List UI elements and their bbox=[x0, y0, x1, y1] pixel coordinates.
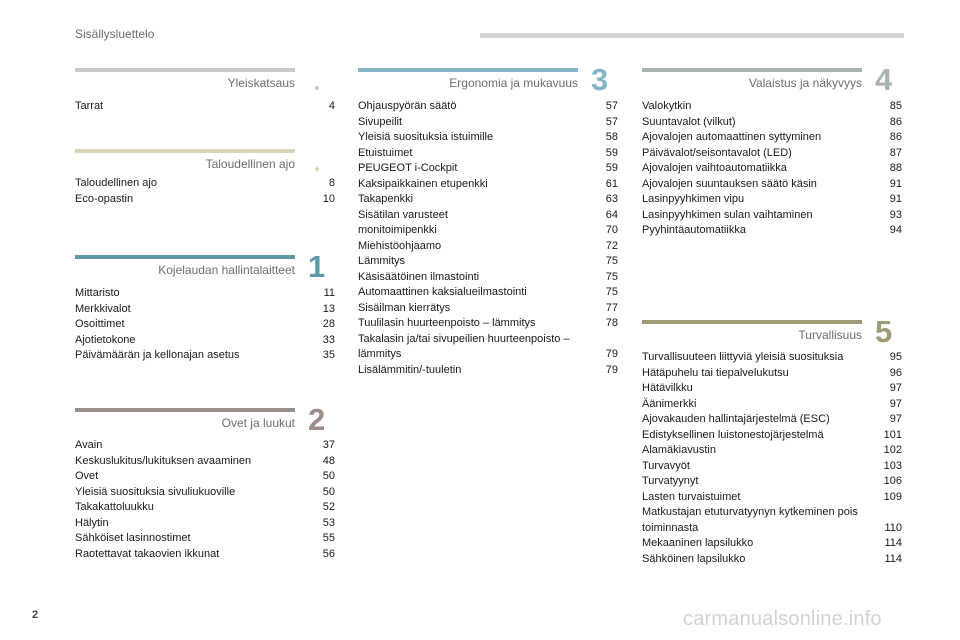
toc-entry-title: Turvatyynyt bbox=[642, 475, 699, 487]
toc-entry-title: Sisätilan varusteet bbox=[358, 208, 448, 221]
toc-entry[interactable] bbox=[358, 130, 618, 146]
toc-entry[interactable] bbox=[358, 161, 618, 177]
toc-entry-page: 94 bbox=[889, 224, 902, 236]
section-number: 5 bbox=[875, 314, 893, 349]
toc-entry[interactable] bbox=[642, 490, 902, 506]
toc-list bbox=[642, 99, 902, 239]
section-bar bbox=[75, 255, 295, 259]
toc-entry-page: 61 bbox=[605, 177, 618, 190]
toc-entry-title: Avain bbox=[75, 439, 103, 451]
toc-entry[interactable] bbox=[75, 531, 335, 547]
toc-entry[interactable] bbox=[75, 516, 335, 532]
toc-entry-page: 97 bbox=[889, 397, 902, 410]
toc-entry-page: 96 bbox=[889, 366, 902, 379]
toc-entry-page: 110 bbox=[884, 521, 902, 534]
toc-entry-title: Takalasin ja/tai sivupeilien huurteenpoisto – lämmitys bbox=[358, 332, 570, 360]
toc-entry-title: Lasinpyyhkimen vipu bbox=[642, 193, 745, 205]
toc-entry-page: 101 bbox=[883, 428, 902, 441]
toc-entry[interactable] bbox=[642, 397, 902, 413]
toc-entry-page: 93 bbox=[889, 208, 902, 221]
toc-entry-page: 56 bbox=[322, 547, 335, 560]
toc-entry-title: Päivämäärän ja kellonajan asetus bbox=[75, 349, 240, 361]
section-title: Yleiskatsaus bbox=[227, 76, 295, 90]
toc-entry-page: 75 bbox=[605, 270, 618, 283]
toc-entry-page: 50 bbox=[322, 485, 335, 498]
toc-entry-page: 13 bbox=[322, 302, 335, 315]
toc-entry[interactable] bbox=[75, 438, 335, 454]
toc-entry-page: 52 bbox=[322, 501, 335, 513]
toc-entry-page: 57 bbox=[605, 115, 618, 128]
section-ergonomia bbox=[358, 62, 618, 376]
toc-entry-title: Turvavyöt bbox=[642, 459, 690, 472]
section-bar bbox=[642, 68, 862, 72]
section-valaistus bbox=[642, 62, 902, 236]
toc-entry-page: 10 bbox=[322, 192, 335, 205]
toc-entry-page: 72 bbox=[605, 239, 618, 252]
toc-entry-title: Lasten turvaistuimet bbox=[642, 490, 741, 503]
section-bar bbox=[358, 68, 578, 72]
toc-entry-page: 11 bbox=[323, 287, 335, 299]
section-title: Ovet ja luukut bbox=[221, 416, 295, 430]
toc-entry-title: Suuntavalot (vilkut) bbox=[642, 115, 736, 128]
toc-entry[interactable] bbox=[642, 412, 902, 428]
toc-entry-title: Ajovalojen suuntauksen säätö käsin bbox=[642, 177, 817, 190]
toc-entry[interactable] bbox=[642, 381, 902, 397]
toc-entry[interactable] bbox=[642, 428, 902, 444]
toc-entry[interactable] bbox=[642, 208, 902, 224]
toc-entry[interactable] bbox=[642, 366, 902, 382]
toc-entry[interactable] bbox=[642, 146, 902, 162]
toc-entry-page: 4 bbox=[328, 100, 335, 112]
toc-entry[interactable] bbox=[642, 443, 902, 459]
section-yleiskatsaus bbox=[75, 68, 335, 112]
toc-list bbox=[358, 99, 618, 378]
toc-entry[interactable] bbox=[358, 316, 618, 332]
toc-entry-title: Eco-opastin bbox=[75, 192, 134, 205]
toc-entry-page: 85 bbox=[889, 100, 902, 112]
section-title: Valaistus ja näkyvyys bbox=[748, 76, 862, 90]
toc-entry-title: Matkustajan etuturvatyynyn kytkeminen pois toiminnasta bbox=[642, 506, 858, 534]
watermark: carmanualsonline.info bbox=[683, 608, 882, 630]
section-title: Ergonomia ja mukavuus bbox=[449, 76, 578, 90]
toc-entry-page: 37 bbox=[322, 439, 335, 451]
toc-entry-title: Ajovalojen vaihtoautomatiikka bbox=[642, 162, 787, 174]
toc-entry-title: Miehistöohjaamo bbox=[358, 239, 442, 252]
toc-entry-title: Sähköinen lapsilukko bbox=[642, 552, 746, 565]
toc-entry-title: Takapenkki bbox=[358, 193, 414, 205]
section-number: 2 bbox=[308, 402, 326, 437]
toc-entry-title: Merkkivalot bbox=[75, 302, 131, 315]
toc-entry[interactable] bbox=[75, 302, 335, 318]
toc-entry-page: 106 bbox=[883, 475, 902, 487]
toc-entry-title: Turvallisuuteen liittyviä yleisiä suosituksia bbox=[642, 351, 844, 363]
toc-entry[interactable] bbox=[75, 192, 335, 208]
toc-entry[interactable] bbox=[642, 161, 902, 177]
toc-entry-title: Ajotietokone bbox=[75, 333, 136, 346]
section-bar bbox=[642, 320, 862, 324]
toc-entry-title: Ovet bbox=[75, 470, 99, 482]
toc-entry[interactable] bbox=[358, 115, 618, 131]
toc-entry[interactable] bbox=[75, 547, 335, 563]
toc-entry-page: 102 bbox=[883, 444, 902, 456]
toc-entry[interactable] bbox=[358, 239, 618, 255]
toc-entry[interactable] bbox=[642, 459, 902, 475]
toc-entry[interactable] bbox=[358, 301, 618, 317]
section-title: Kojelaudan hallintalaitteet bbox=[158, 263, 295, 277]
toc-entry-title: Alamäkiavustin bbox=[642, 444, 716, 456]
toc-entry[interactable] bbox=[75, 469, 335, 485]
toc-entry-page: 63 bbox=[605, 193, 618, 205]
toc-entry-page: 114 bbox=[884, 552, 902, 565]
toc-entry[interactable] bbox=[358, 208, 618, 224]
toc-entry-title: Takakattoluukku bbox=[75, 501, 154, 513]
toc-entry-page: 86 bbox=[889, 115, 902, 128]
toc-entry[interactable] bbox=[75, 485, 335, 501]
toc-entry-page: 79 bbox=[605, 348, 618, 360]
section-number: 3 bbox=[591, 62, 609, 97]
toc-entry[interactable] bbox=[358, 223, 618, 239]
toc-entry-title: Mekaaninen lapsilukko bbox=[642, 537, 754, 549]
section-turvallisuus bbox=[642, 314, 902, 565]
toc-entry[interactable] bbox=[358, 332, 618, 363]
section-ovet bbox=[75, 402, 335, 560]
header-title: Sisällysluettelo bbox=[75, 27, 155, 41]
section-dot bbox=[315, 86, 319, 90]
toc-entry-title: Osoittimet bbox=[75, 318, 125, 330]
toc-entry-title: Valokytkin bbox=[642, 100, 692, 112]
toc-entry-title: Taloudellinen ajo bbox=[75, 177, 157, 189]
toc-entry-page: 50 bbox=[322, 470, 335, 482]
toc-entry-page: 114 bbox=[884, 537, 902, 549]
toc-entry[interactable] bbox=[358, 99, 618, 115]
toc-entry[interactable] bbox=[75, 99, 335, 115]
toc-entry-page: 55 bbox=[322, 532, 335, 544]
toc-entry[interactable] bbox=[75, 286, 335, 302]
toc-entry-page: 57 bbox=[605, 100, 618, 112]
section-title: Taloudellinen ajo bbox=[205, 157, 295, 171]
toc-entry-title: Ajovalojen automaattinen syttyminen bbox=[642, 131, 822, 143]
toc-entry[interactable] bbox=[358, 285, 618, 301]
toc-entry[interactable] bbox=[642, 99, 902, 115]
toc-entry-page: 91 bbox=[889, 193, 902, 205]
section-dot bbox=[315, 167, 319, 171]
toc-entry[interactable] bbox=[75, 454, 335, 470]
toc-entry-page: 95 bbox=[889, 351, 902, 363]
toc-entry-title: Hälytin bbox=[75, 516, 109, 529]
toc-entry[interactable] bbox=[75, 348, 335, 364]
section-kojelaudan bbox=[75, 249, 335, 361]
section-bar bbox=[75, 149, 295, 153]
section-number: 1 bbox=[308, 249, 326, 284]
toc-entry-title: Äänimerkki bbox=[642, 397, 697, 410]
toc-entry-title: Raotettavat takaovien ikkunat bbox=[75, 547, 220, 560]
toc-entry-page: 70 bbox=[605, 224, 618, 236]
toc-entry-title: Hätäpuhelu tai tiepalvelukutsu bbox=[642, 366, 789, 379]
toc-entry[interactable] bbox=[642, 350, 902, 366]
toc-entry-page: 59 bbox=[605, 146, 618, 159]
toc-entry[interactable] bbox=[642, 536, 902, 552]
toc-list bbox=[75, 176, 335, 207]
toc-entry-title: Yleisiä suosituksia istuimille bbox=[358, 131, 494, 143]
toc-entry[interactable] bbox=[642, 223, 902, 239]
toc-entry-title: Keskuslukitus/lukituksen avaaminen bbox=[75, 454, 252, 467]
toc-entry-page: 97 bbox=[889, 382, 902, 394]
toc-entry[interactable] bbox=[642, 474, 902, 490]
toc-entry-page: 109 bbox=[883, 490, 902, 503]
toc-list bbox=[75, 286, 335, 364]
toc-entry-title: Pyyhintäautomatiikka bbox=[642, 224, 746, 236]
toc-entry-title: Mittaristo bbox=[75, 287, 120, 299]
section-taloudellinen bbox=[75, 149, 335, 205]
toc-entry-title: Yleisiä suosituksia sivuliukuoville bbox=[75, 485, 236, 498]
toc-entry[interactable] bbox=[358, 363, 618, 379]
toc-entry-page: 28 bbox=[322, 318, 335, 330]
toc-entry[interactable] bbox=[642, 505, 902, 536]
toc-entry[interactable] bbox=[358, 270, 618, 286]
toc-entry-page: 64 bbox=[605, 208, 618, 221]
toc-entry-page: 48 bbox=[322, 454, 335, 467]
page-number: 2 bbox=[32, 609, 39, 621]
toc-entry-title: Kaksipaikkainen etupenkki bbox=[358, 177, 488, 190]
toc-entry[interactable] bbox=[642, 115, 902, 131]
toc-entry-title: Ajovakauden hallintajärjestelmä (ESC) bbox=[642, 413, 830, 425]
toc-list bbox=[75, 438, 335, 562]
toc-entry-page: 103 bbox=[883, 459, 902, 472]
toc-entry-title: PEUGEOT i-Cockpit bbox=[358, 162, 458, 174]
toc-entry-title: Ohjauspyörän säätö bbox=[358, 100, 457, 112]
toc-entry[interactable] bbox=[358, 177, 618, 193]
toc-entry-page: 79 bbox=[605, 363, 618, 376]
toc-list bbox=[642, 350, 902, 567]
toc-entry-page: 53 bbox=[322, 516, 335, 529]
section-title: Turvallisuus bbox=[798, 328, 862, 342]
toc-entry-page: 35 bbox=[322, 349, 335, 361]
header-bar bbox=[480, 33, 904, 38]
toc-entry-title: Edistyksellinen luistonestojärjestelmä bbox=[642, 428, 824, 441]
toc-entry-page: 77 bbox=[605, 301, 618, 314]
toc-entry-title: Lisälämmitin/-tuuletin bbox=[358, 363, 462, 376]
toc-entry-page: 86 bbox=[889, 131, 902, 143]
toc-entry-title: Päivävalot/seisontavalot (LED) bbox=[642, 146, 792, 159]
section-bar bbox=[75, 68, 295, 72]
toc-entry-title: Sisäilman kierrätys bbox=[358, 301, 451, 314]
toc-entry-title: Käsisäätöinen ilmastointi bbox=[358, 270, 480, 283]
toc-entry[interactable] bbox=[358, 192, 618, 208]
toc-entry-title: Automaattinen kaksialueilmastointi bbox=[358, 286, 527, 298]
toc-entry[interactable] bbox=[642, 552, 902, 568]
toc-entry-page: 58 bbox=[605, 131, 618, 143]
toc-entry-page: 33 bbox=[322, 333, 335, 346]
toc-entry-page: 59 bbox=[605, 162, 618, 174]
toc-entry[interactable] bbox=[358, 254, 618, 270]
toc-entry-page: 91 bbox=[889, 177, 902, 190]
toc-entry-title: Sähköiset lasinnostimet bbox=[75, 532, 191, 544]
toc-entry-page: 97 bbox=[889, 413, 902, 425]
toc-entry[interactable] bbox=[642, 192, 902, 208]
toc-entry[interactable] bbox=[642, 130, 902, 146]
toc-entry-title: Sivupeilit bbox=[358, 115, 403, 128]
toc-entry-title: Tuulilasin huurteenpoisto – lämmitys bbox=[358, 317, 536, 329]
toc-entry-title: Hätävilkku bbox=[642, 382, 693, 394]
section-bar bbox=[75, 408, 295, 412]
section-number: 4 bbox=[875, 62, 893, 97]
toc-entry[interactable] bbox=[75, 176, 335, 192]
toc-entry[interactable] bbox=[75, 317, 335, 333]
toc-entry-title: Lämmitys bbox=[358, 255, 406, 267]
toc-entry-title: Lasinpyyhkimen sulan vaihtaminen bbox=[642, 208, 813, 221]
toc-entry-page: 8 bbox=[328, 177, 335, 189]
toc-list bbox=[75, 99, 335, 115]
toc-entry[interactable] bbox=[75, 333, 335, 349]
toc-entry-page: 78 bbox=[605, 317, 618, 329]
toc-entry-page: 88 bbox=[889, 162, 902, 174]
toc-entry[interactable] bbox=[358, 146, 618, 162]
toc-entry-page: 75 bbox=[605, 255, 618, 267]
toc-entry-title: Etuistuimet bbox=[358, 146, 413, 159]
toc-entry-title: Tarrat bbox=[75, 100, 104, 112]
toc-entry-page: 87 bbox=[889, 146, 902, 159]
toc-entry[interactable] bbox=[75, 500, 335, 516]
toc-entry-title: monitoimipenkki bbox=[358, 224, 437, 236]
toc-entry-page: 75 bbox=[605, 286, 618, 298]
toc-entry[interactable] bbox=[642, 177, 902, 193]
